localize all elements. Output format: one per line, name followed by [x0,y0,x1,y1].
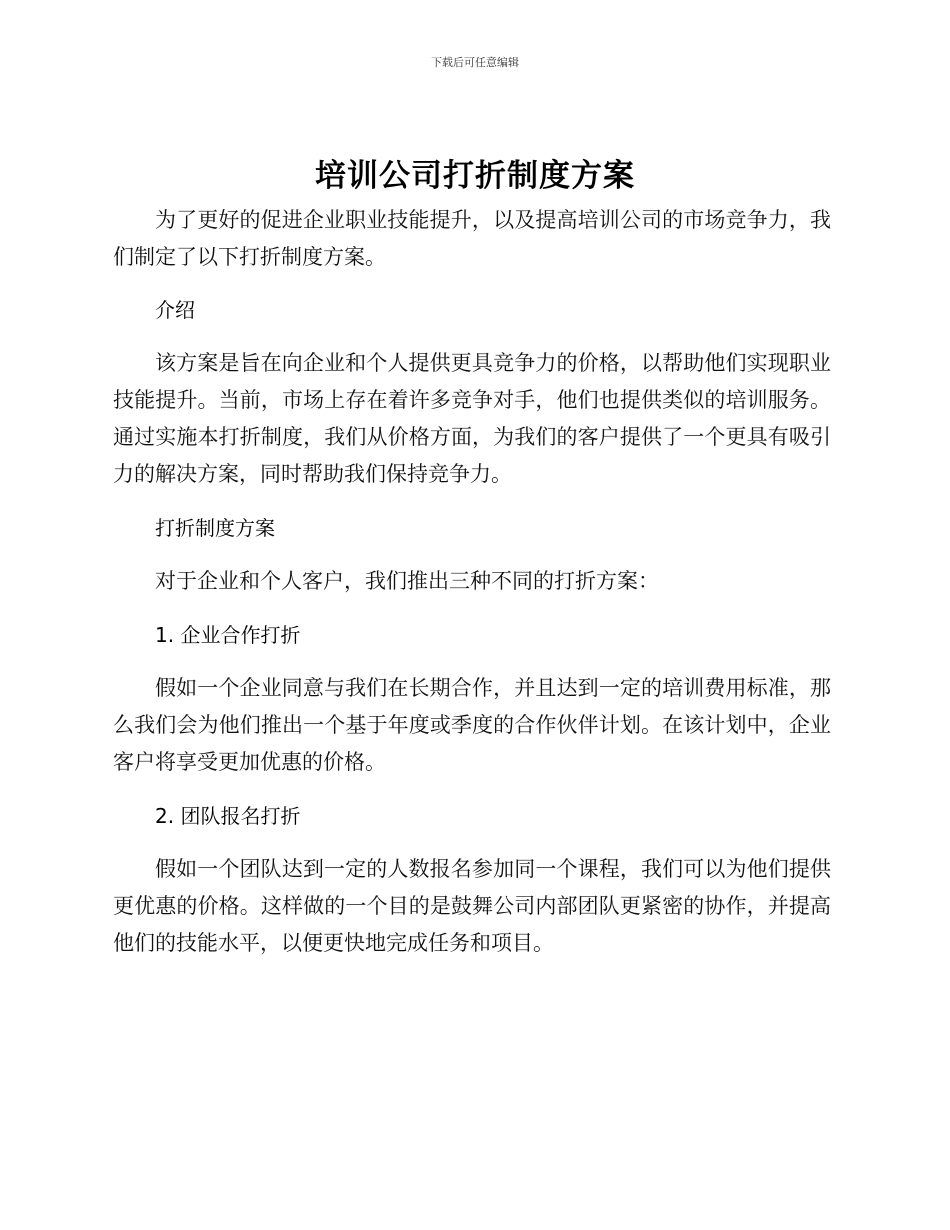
document-body [113,202,831,962]
item-heading-team: 2. 团队报名打折 [155,804,301,828]
section-paragraph-scheme: 对于企业和个人客户，我们推出三种不同的打折方案： [155,569,659,593]
section-paragraph-intro: 该方案是旨在向企业和个人提供更具竞争力的价格，以帮助他们实现职业技能提升。当前，市场上存在着许多竞争对手，他们也提供类似的培训服务。通过实施本打折制度，我们从价格方面，为我们的客户提供了一个更具有吸引力的解决方案，同时帮助我们保持竞争力。 [113,351,831,486]
header-note: 下载后可任意编辑 [431,56,519,69]
item-paragraph-team: 假如一个团队达到一定的人数报名参加同一个课程，我们可以为他们提供更优惠的价格。这样做的一个目的是鼓舞公司内部团队更紧密的协作，并提高他们的技能水平，以便更快地完成任务和项目。 [113,857,831,955]
item-paragraph-enterprise: 假如一个企业同意与我们在长期合作，并且达到一定的培训费用标准，那么我们会为他们推出一个基于年度或季度的合作伙伴计划。在该计划中，企业客户将享受更加优惠的价格。 [113,676,831,774]
item-heading-enterprise: 1. 企业合作打折 [155,623,301,647]
section-heading-intro: 介绍 [155,298,195,322]
section-heading-scheme: 打折制度方案 [155,516,275,540]
intro-paragraph: 为了更好的促进企业职业技能提升，以及提高培训公司的市场竞争力，我们制定了以下打折制度方案。 [113,208,831,269]
document-title: 培训公司打折制度方案 [315,158,635,194]
